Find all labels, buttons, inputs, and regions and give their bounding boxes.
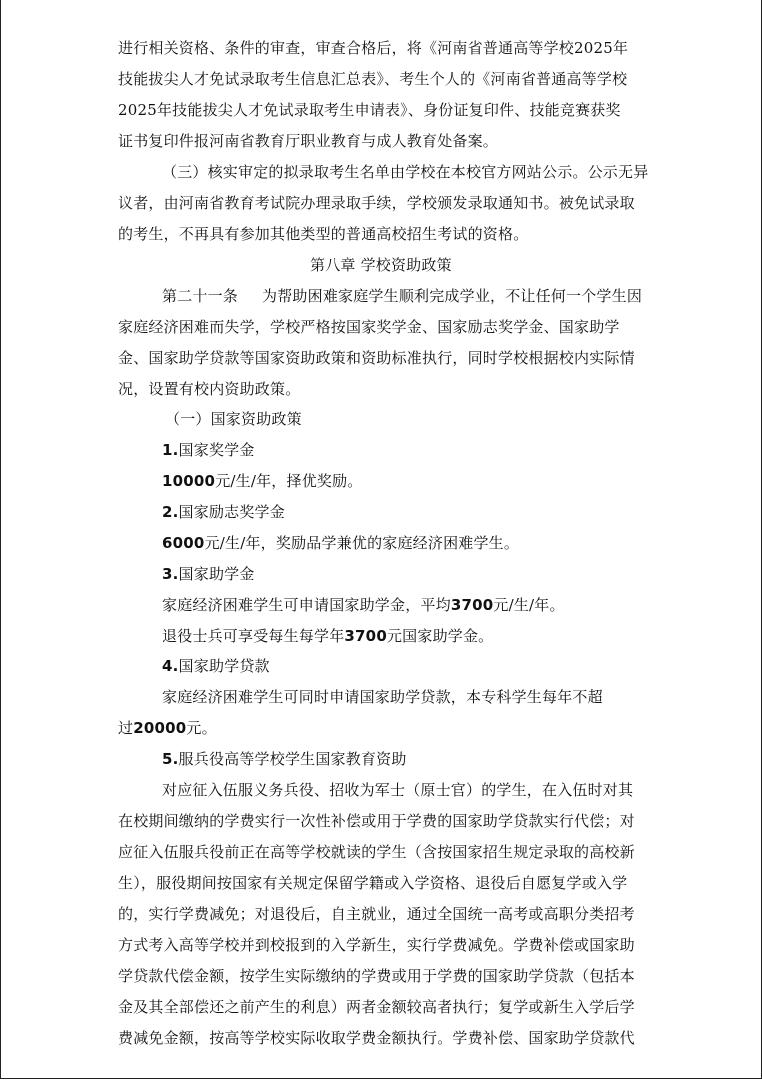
- text-line: 技能拔尖人才免试录取考生信息汇总表》、考生个人的《河南省普通高等学校: [118, 70, 628, 88]
- section-heading: （一）国家资助政策: [165, 410, 302, 428]
- item-heading: 1.国家奖学金: [162, 441, 255, 459]
- text-line: 过20000元。: [118, 719, 217, 737]
- text-line: 学贷款代偿金额，按学生实际缴纳的学费或用于学费的国家助学贷款（包括本: [118, 967, 635, 985]
- text-line: 证书复印件报河南省教育厅职业教育与成人教育处备案。: [118, 132, 499, 150]
- text-line: 家庭经济困难学生可同时申请国家助学贷款，本专科学生每年不超: [162, 688, 603, 706]
- text-line: 金及其全部偿还之前产生的利息）两者金额较高者执行；复学或新生入学后学: [118, 998, 635, 1016]
- text-line: （三）核实审定的拟录取考生名单由学校在本校官方网站公示。公示无异: [162, 163, 649, 181]
- item-heading: 4.国家助学贷款: [162, 657, 270, 675]
- text-line: 10000元/生/年，择优奖励。: [162, 472, 363, 490]
- article-number: 第二十一条: [162, 287, 239, 305]
- text-line: 金、国家助学贷款等国家资助政策和资助标准执行，同时学校根据校内实际情: [118, 349, 635, 367]
- item-heading: 3.国家助学金: [162, 565, 255, 583]
- text-line: 生），服役期间按国家有关规定保留学籍或入学资格、退役后自愿复学或入学: [118, 874, 628, 892]
- text-line: 家庭经济困难而失学，学校严格按国家奖学金、国家励志奖学金、国家助学: [118, 318, 620, 336]
- text-line: 在校期间缴纳的学费实行一次性补偿或用于学费的国家助学贷款实行代偿；对: [118, 812, 635, 830]
- item-heading: 5.服兵役高等学校学生国家教育资助: [162, 750, 407, 768]
- text-line: 的，实行学费减免；对退役后，自主就业，通过全国统一高考或高职分类招考: [118, 905, 635, 923]
- text-line: 退役士兵可享受每生每学年3700元国家助学金。: [162, 627, 494, 645]
- item-heading: 2.国家励志奖学金: [162, 503, 285, 521]
- chapter-heading: 第八章 学校资助政策: [310, 256, 452, 274]
- text-line: 议者，由河南省教育考试院办理录取手续，学校颁发录取通知书。被免试录取: [118, 194, 635, 212]
- text-line: 对应征入伍服义务兵役、招收为军士（原士官）的学生，在入伍时对其: [162, 781, 634, 799]
- text-line: 进行相关资格、条件的审查，审查合格后，将《河南省普通高等学校2025年: [118, 39, 629, 57]
- text-line: 2025年技能拔尖人才免试录取考生申请表》、身份证复印件、技能竞赛获奖: [118, 101, 621, 119]
- text-line: 方式考入高等学校并到校报到的入学新生，实行学费减免。学费补偿或国家助: [118, 936, 635, 954]
- article-line: [162, 286, 642, 306]
- text-line: 6000元/生/年，奖励品学兼优的家庭经济困难学生。: [162, 534, 520, 552]
- text-line: 应征入伍服兵役前正在高等学校就读的学生（含按国家招生规定录取的高校新: [118, 843, 635, 861]
- text-line: 费减免金额，按高等学校实际收取学费金额执行。学费补偿、国家助学贷款代: [118, 1029, 635, 1047]
- text-line: 的考生，不再具有参加其他类型的普通高校招生考试的资格。: [118, 225, 529, 243]
- text-line: 家庭经济困难学生可申请国家助学金，平均3700元/生/年。: [162, 596, 565, 614]
- article-text: 为帮助困难家庭学生顺利完成学业，不让任何一个学生因: [262, 287, 643, 305]
- text-line: 况，设置有校内资助政策。: [118, 380, 301, 398]
